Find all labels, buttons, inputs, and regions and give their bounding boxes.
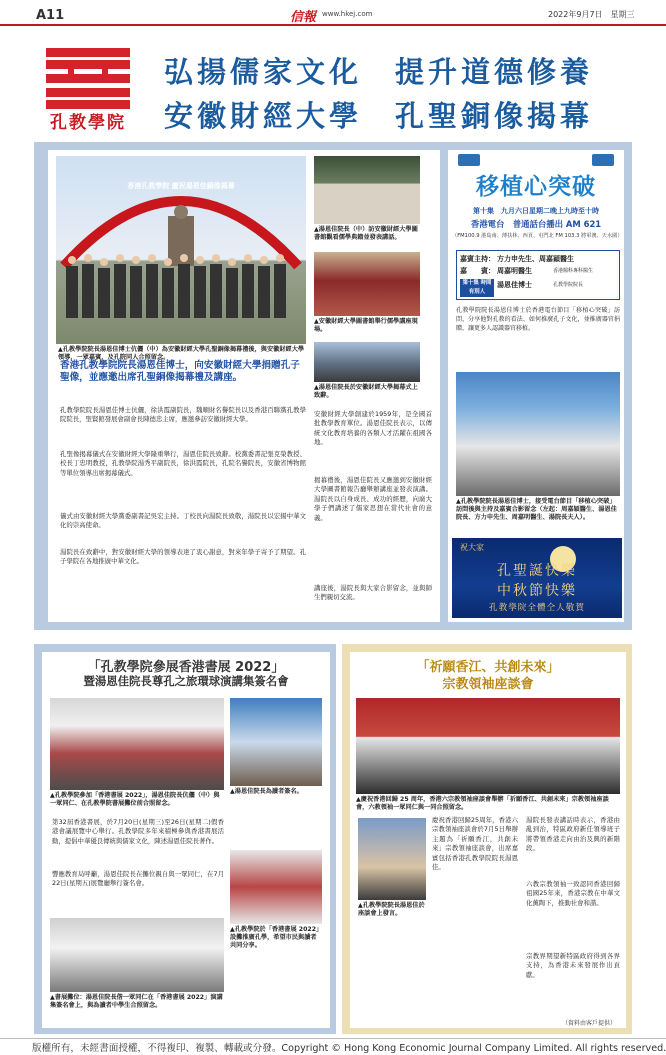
forum-title-2: 宗教領袖座談會 — [442, 677, 534, 692]
photo-unveiling-group — [56, 156, 306, 344]
forum-body-2: 湯院長發表講話時表示，香港由亂到治，特區政府新任領導班子將帶領香港走向由治及興的新階段。 — [526, 816, 620, 853]
guest-label: 嘉 賓： — [460, 267, 495, 275]
forum-body-4: 宗教界期望新特區政府得到各界支持，為香港未來發展作出貢獻。 — [526, 952, 620, 979]
book-fair-title-2: 暨湯恩佳院長尊孔之旅環球演講集簽名會 — [83, 674, 289, 688]
caption-forum-speaker: ▲孔教學院院長湯恩佳於座談會上發言。 — [358, 902, 425, 917]
paper-logo: 信報 — [290, 10, 317, 25]
headline-2: 安徽財經大學 孔聖銅像揭幕 — [164, 99, 594, 133]
radio-body: 孔教學院院長湯恩佳博士於香港電台節目「移植心突破」訪問，分享他對孔教的看法、如何推廣孔子文化，並推廣器官捐贈，讓更多人認識器官移植。 — [456, 307, 620, 332]
greeting-line-2: 中秋節快樂 — [497, 583, 577, 599]
photo-forum-speaker — [358, 818, 426, 900]
radio-programme-title: 移植心突破 — [476, 173, 596, 200]
lead-paragraph: 香港孔教學院院長湯恩佳博士，向安徽財經大學捐贈孔子聖像，並應邀出席孔聖銅像揭幕禮及講座。 — [60, 360, 300, 383]
caption-forum-group: ▲慶祝香港回歸 25 周年，香港六宗教領袖座談會舉辦「祈願香江、共創未來」宗教領袖座談會，六教領袖一眾同仁與一同合照留念。 — [356, 796, 609, 811]
body-paragraph-2: 孔聖像揭幕儀式在安徽財經大學隆重舉行，湯恩佳院長致辭。校黨委書記張克榮教授、校長丁忠明教授，孔教學院湯秀平副院長，徐洪霞院長，孔院名譽院長，安徽省博物館等單位領導出席揭幕儀式。 — [60, 450, 306, 477]
copyright-notice: 版權所有，未經書面授權，不得複印、複製、轉載或分發。Copyright © Hong Kong Economic Journal Company Limited. All rights reserved. — [32, 1043, 666, 1054]
body-paragraph-1: 孔教學院院長湯恩佳博士伉儷，徐洪霞副院長，魏順財名譽院長以及香港百聯黨孔教學院院長，聖賢館發展會副會長陳德忠主席，應邀參訪安徽財經大學。 — [60, 406, 306, 424]
body-paragraph-4: 湯院長在致辭中，對安徽財經大學的領導表達了衷心謝意，對來年學子寄予了期望。孔子學院在各地推廣中華文化。 — [60, 548, 306, 566]
photo-banner-text: 香港孔教學院 慶祝湯恩佳銅像揭幕 — [127, 182, 235, 190]
book-fair-body-2: 響應教育局呼籲，湯恩佳院長在攤位親自與一眾同仁，在7月22日(星期五)展覽廳舉行簽名會。 — [52, 870, 224, 888]
headline-1: 弘揚儒家文化 提升道德修養 — [164, 55, 594, 89]
forum-title-1: 「祈願香江、共創未來」 — [416, 660, 560, 675]
photo-radio-studio — [456, 372, 620, 496]
guest2-name: 湯恩佳博士 — [497, 281, 532, 289]
photo-book-fair-group — [50, 698, 224, 790]
forum-body-3: 六教宗教領袖一致認同香港回歸祖國25年來，香港宗教在中華文化薰陶下，推動社會和諧。 — [526, 880, 620, 907]
photo-students — [50, 918, 224, 992]
source-note: （資料由客戶提供） — [562, 1020, 617, 1027]
photo-lecture-hall — [314, 252, 420, 316]
photo-forum-group — [356, 698, 620, 794]
caption-radio: ▲孔教學院院長湯恩佳博士，接受電台節目「移植心突破」訪問後與主持及嘉賓合影留念（左起：周嘉穎醫生、湯恩佳院長、方力申先生、周嘉明醫生、湯院長夫人）。 — [456, 498, 617, 521]
body-paragraph-6: 揭幕禮後，湯恩佳院長又應邀到安徽財經大學圖書館報告廳舉辦講座並發表演講。湯院長以自身成長、成功的經歷，向廣大學子們講述了儒家思想在當代社會的意義。 — [314, 476, 432, 522]
caption-library-visit: ▲湯恩佳院長（中）訪安徽財經大學圖書館觀看儒學典籍並發表講話。 — [314, 226, 418, 241]
issue-date: 2022年9月7日 星期三 — [548, 10, 635, 19]
guest-role: 香港醫科專科醫生 — [553, 268, 594, 274]
guest-name: 周嘉明醫生 — [497, 267, 532, 275]
host-label: 嘉賓主持： — [460, 255, 495, 263]
episode-badge: 第十集 時間有別人 — [460, 279, 494, 297]
caption-signing: ▲湯恩佳院長為讀者簽名。 — [230, 788, 303, 795]
caption-booth: ▲孔教學院於「香港書展 2022」設攤推廣孔學，希望市民與讀者共同分享。 — [230, 926, 320, 949]
caption-students: ▲書展攤位：湯恩佳院長偕一眾同仁在「香港書展 2022」演講集簽名會上，與為讀者中學生合照留念。 — [50, 994, 223, 1009]
guest2-role: 孔教學院院長 — [553, 282, 584, 288]
rthk-logos — [454, 150, 620, 170]
photo-speech — [314, 342, 420, 382]
greeting-line-1: 孔聖誕快樂 — [497, 563, 577, 579]
radio-episode: 第十集 九月六日星期二晚上九時至十時 — [473, 207, 599, 215]
host-names: 方力申先生、周嘉穎醫生 — [497, 255, 574, 263]
guest-box — [456, 250, 620, 300]
body-paragraph-3: 儀式由安徽財經大學黨委副書記吳宏主持。丁校長向湯院長致敬，湯院長以宏揚中華文化的崇高使命。 — [60, 512, 306, 530]
radio-station: 香港電台 普通話台播出 AM 621 — [470, 219, 602, 229]
body-paragraph-7: 講座後，湯院長與大家合影留念，並與師生們親切交流。 — [314, 584, 432, 602]
paper-url: www.hkej.com — [322, 10, 373, 18]
caption-main-photo: ▲孔教學院院長湯恩佳博士伉儷（中）為安徽財經大學孔聖銅像揭幕禮後，與安徽財經大學領導，一眾嘉賓，及孔院同人合照留念。 — [58, 346, 305, 361]
caption-lecture-hall: ▲安徽財經大學圖書館舉行儒學講座現場。 — [314, 318, 418, 333]
festival-greeting-card — [452, 538, 622, 618]
logo-text: 孔教學院 — [50, 113, 126, 133]
book-fair-title-1: 「孔教學院參展香港書展 2022」 — [87, 660, 285, 675]
page-number: A11 — [36, 8, 65, 23]
book-fair-body-1: 第32屆香港書展，於7月20日(星期三)至26日(星期二)假香港會議展覽中心舉行。孔教學院多年來積極參與香港書展活動，提倡中華優良傳統與儒家文化，陳述湯恩佳院長著作。 — [52, 818, 224, 845]
photo-booth — [230, 850, 322, 924]
caption-book-fair-group: ▲孔教學院參加「香港書展 2022」，湯恩佳院長伉儷（中）與一眾同仁、在孔教學院書展攤位前合照留念。 — [50, 792, 220, 807]
caption-speech: ▲湯恩佳院長於安徽財經大學揭幕式上致辭。 — [314, 384, 418, 399]
greeting-small: 祝大家 — [460, 543, 484, 552]
forum-body-1: 慶祝香港回歸25周年，香港六宗教領袖座談會於7月5日舉辦主題為「祈願香江，共創未來」宗教領袖座談會，出席嘉賓包括香港孔教學院院長湯恩佳。 — [432, 816, 518, 872]
photo-signing — [230, 698, 322, 786]
radio-frequency: （FM100.9 港島南、薄扶林、西貢、屯門北 FM 103.3 將軍澳、天水圍） — [452, 233, 623, 239]
greeting-signoff: 孔教學院全體仝人敬賀 — [489, 603, 585, 613]
body-paragraph-5: 安徽財經大學創建於1959年，是全國首批教學教育單位。湯恩佳院長表示，以傳統文化教育培養的各類人才活躍在祖國各地。 — [314, 410, 432, 447]
photo-library-visit — [314, 156, 420, 224]
